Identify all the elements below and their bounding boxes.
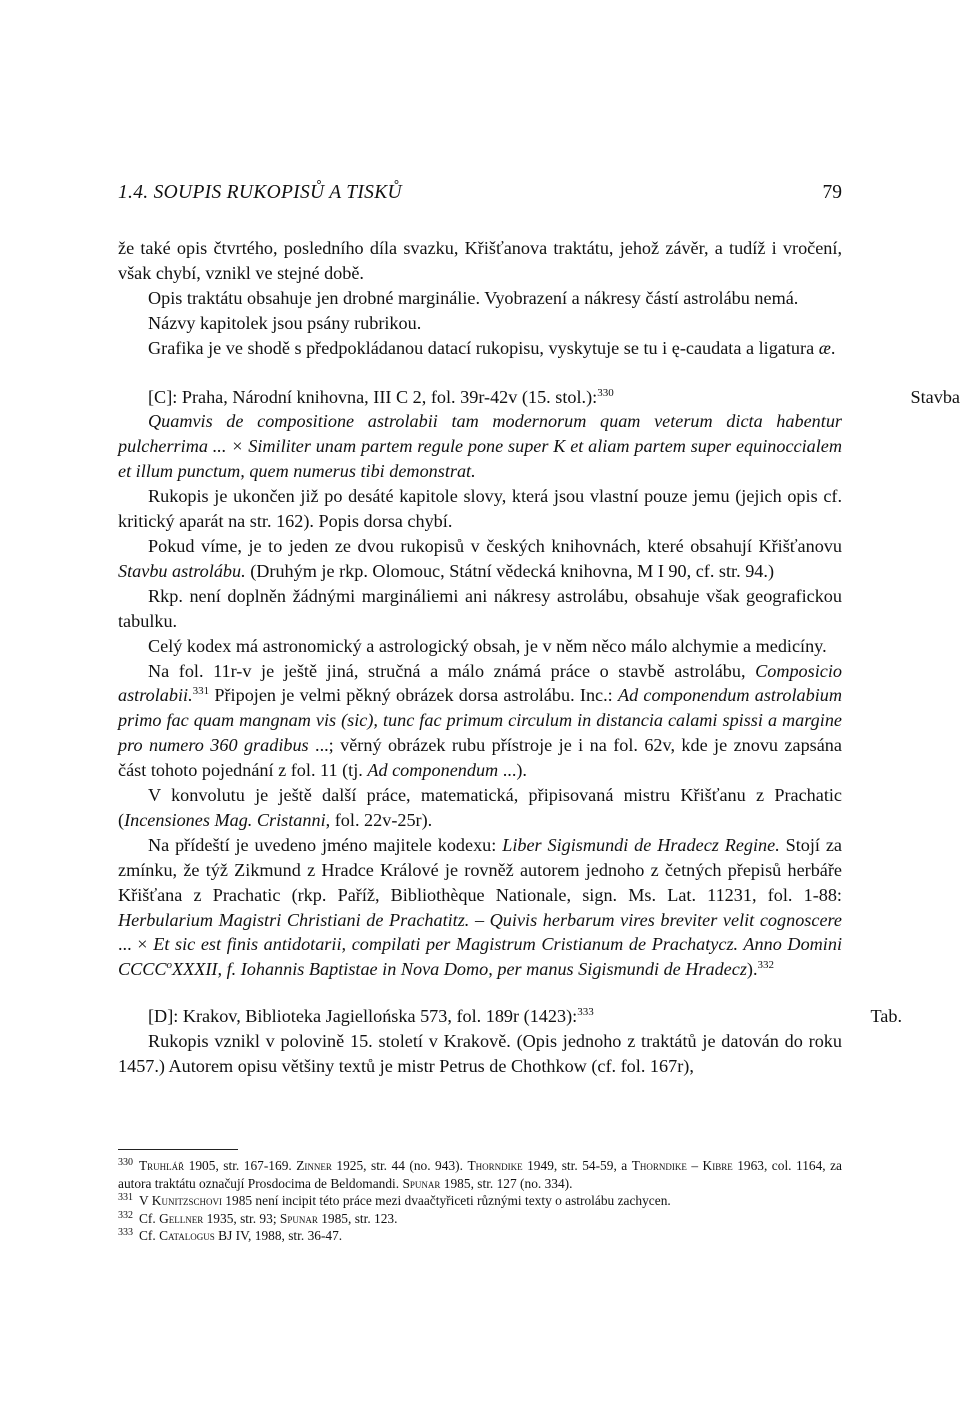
footnote-ref-333[interactable]: 333 (577, 1006, 594, 1019)
footnote-ref-330[interactable]: 330 (597, 386, 614, 399)
paragraph: V konvolutu je ještě další práce, matematická, připisovaná mistru Křišťanu z Prachatic (Incensiones Mag. Cristanni, fol. 22v-25r). (118, 785, 842, 830)
footnote-separator (118, 1149, 238, 1150)
footnotes (118, 1157, 842, 1245)
footnote-ref-331[interactable]: 331 (192, 685, 210, 698)
section-title: 1.4. SOUPIS RUKOPISŮ A TISKŮ (118, 182, 402, 203)
incipit-quote: Quamvis de compositione astrolabii tam modernorum quam veterum dicta habentur pulcherrima ... × Similiter unam partem regule pone super K et aliam partem super equinoccialem et illum punctum, quem numerus tibi demonstrat. (118, 411, 842, 482)
spacer (118, 982, 842, 1004)
page-number: 79 (822, 182, 842, 203)
running-header (118, 180, 842, 206)
paragraph: Celý kodex má astronomický a astrologický obsah, je v něm něco málo alchymie a medicíny. (148, 635, 827, 656)
ligature-ae: æ (818, 337, 831, 358)
manuscript-d-heading: [D]: Krakov, Biblioteka Jagiellońska 573, fol. 189r (1423):$^{333}$ Tab. (118, 1004, 842, 1029)
paragraph: Na fol. 11r-v je ještě jiná, stručná a málo známá práce o stavbě astrolábu, Composicio astrolabii.$^{331}$ Připojen je velmi pěkný obrázek dorsa astrolábu. Inc.: Ad componendum astrolabium primo fac quam mangnam vis (sic), tunc fac primum circulum in distancia calami spissi a margine pro numero 360 gradibus ...; věrný obrázek rubu přístroje je i na fol. 62v, kde je znovu zapsána část tohoto pojednání z fol. 11 (tj. Ad componendum ...). (118, 660, 842, 781)
paragraph: že také opis čtvrtého, posledního díla svazku, Křišťanova traktátu, jehož závěr, a tudíž i vročení, však chybí, vznikl ve stejné době. (118, 238, 842, 283)
footnote-331: $^{331}$ V Kunitzschovi 1985 není incipit této práce mezi dvaačtyřiceti různými texty o astrolábu zachycen. (118, 1192, 671, 1209)
spacer (118, 361, 842, 385)
footnote-332: $^{332}$ Cf. Gellner 1935, str. 93; Spunar 1985, str. 123. (118, 1209, 398, 1226)
margin-note-tab: Tab. (870, 1006, 902, 1027)
paragraph: Rukopis vznikl v polovině 15. století v Krakově. (Opis jednoho z traktátů je datován do roku 1457.) Autorem opisu většiny textů je mistr Petrus de Chothkow (cf. fol. 167r), (118, 1031, 842, 1077)
paragraph: Opis traktátu obsahuje jen drobné marginálie. Vyobrazení a nákresy částí astrolábu nemá. (148, 287, 799, 308)
footnote-333: $^{333}$ Cf. Catalogus BJ IV, 1988, str. 36-47. (118, 1227, 343, 1244)
paragraph: Rkp. není doplněn žádnými marginálіemi ani nákresy astrolábu, obsahuje však geografickou tabulku. (118, 585, 842, 631)
paragraph: Pokud víme, je to jeden ze dvou rukopisů v českých knihovnách, které obsahují Křišťanovu Stavbu astrolábu. (Druhým je rkp. Olomouc, Státní vědecká knihovna, M I 90, cf. str. 94.) (118, 535, 842, 581)
footnote-ref-332[interactable]: 332 (757, 959, 775, 972)
margin-note-stavba: Stavba (910, 386, 960, 407)
main-text (118, 236, 960, 1079)
paragraph: Grafika je ve shodě s předpokládanou datací rukopisu, vyskytuje se tu i ę-caudata a ligatura æ. (148, 337, 836, 358)
paragraph: Na přídeští je uvedeno jméno majitele kodexu: Liber Sigismundi de Hradecz Regine. Stojí za zmínku, že týž Zikmund z Hradce Králové je rovněž autorem jednoho z četných přepisů herbáře Křišťana z Prachatic (rkp. Paříž, Bibliothèque Nationale, sign. Ms. Lat. 11231, fol. 1-88: Herbularium Magistri Christiani de Prachatitz. – Quivis herbarum vires breviter velit cognoscere ... × Et sic est finis antidotarii, compilati per Magistrum Cristianum de Prachatycz. Anno Domini CCCC$^o$XXXII, f. Iohannis Baptistae in Nova Domo, per manus Sigismundi de Hradecz).$^{332}$ (118, 834, 842, 980)
footnote-330: $^{330}$ Truhlář 1905, str. 167-169. Zinner 1925, str. 44 (no. 943). Thorndike 1949, str. 54-59, a Thorndike – Kibre 1963, col. 1164, za autora traktátu označují Prosdocima de Beldomandi. Spunar 1985, str. 127 (no. 334). (118, 1157, 843, 1191)
paragraph: Rukopis je ukončen již po desáté kapitole slovy, která jsou vlastní pouze jemu (jejich opis cf. kritický aparát na str. 162). Popis dorsa chybí. (118, 486, 842, 532)
paragraph: Názvy kapitolek jsou psány rubrikou. (148, 312, 422, 333)
manuscript-c-heading: [C]: Praha, Národní knihovna, III C 2, fol. 39r-42v (15. stol.):$^{330}$ Stavba (118, 385, 842, 410)
